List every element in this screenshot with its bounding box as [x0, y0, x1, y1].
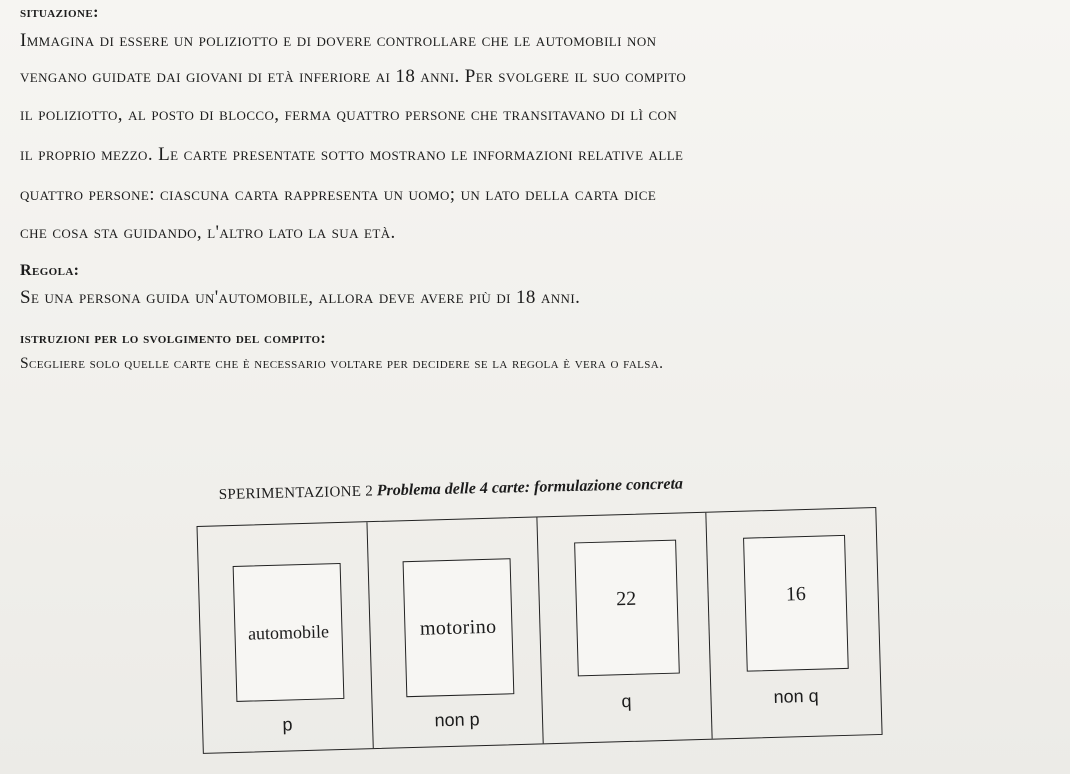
- istruzioni-text: Scegliere solo quelle carte che è necessario voltare per decidere se la regola è vera o falsa.: [20, 355, 664, 372]
- card-22: 22: [574, 540, 680, 677]
- card-cell-non-q: [707, 508, 882, 739]
- situazione-line: che cosa sta guidando, l'altro lato la sua età.: [20, 222, 396, 243]
- situazione-line: Immagina di essere un poliziotto e di dovere controllare che le automobili non: [20, 30, 657, 51]
- card-label: p: [282, 714, 293, 735]
- card-cell-q: [537, 513, 713, 744]
- card-table: [197, 507, 883, 754]
- figure-caption-title: Problema delle 4 carte: formulazione concreta: [376, 475, 684, 500]
- situazione-line: vengano guidate dai giovani di età inferiore ai 18 anni. Per svolgere il suo compito: [20, 66, 687, 87]
- four-card-figure: [196, 489, 885, 754]
- regola-text: Se una persona guida un'automobile, allora deve avere più di 18 anni.: [20, 287, 581, 308]
- card-label: q: [621, 690, 632, 712]
- situazione-label: situazione:: [20, 4, 99, 21]
- card-label: non p: [434, 709, 480, 731]
- card-label: non q: [773, 685, 819, 707]
- situazione-line: quattro persone: ciascuna carta rappresenta un uomo; un lato della carta dice: [20, 184, 657, 205]
- situazione-line: il proprio mezzo. Le carte presentate sotto mostrano le informazioni relative alle: [20, 144, 684, 165]
- card-cell-p: [198, 522, 374, 753]
- figure-caption-label: SPERIMENTAZIONE 2: [218, 483, 374, 504]
- situazione-line: il poliziotto, al posto di blocco, ferma quattro persone che transitavano di lì con: [20, 104, 678, 125]
- istruzioni-label: istruzioni per lo svolgimento del compito:: [20, 330, 327, 347]
- card-16: 16: [743, 535, 849, 672]
- regola-label: Regola:: [20, 262, 80, 279]
- card-automobile: automobile: [233, 563, 345, 702]
- card-cell-non-p: [367, 517, 543, 748]
- card-motorino: motorino: [402, 558, 514, 697]
